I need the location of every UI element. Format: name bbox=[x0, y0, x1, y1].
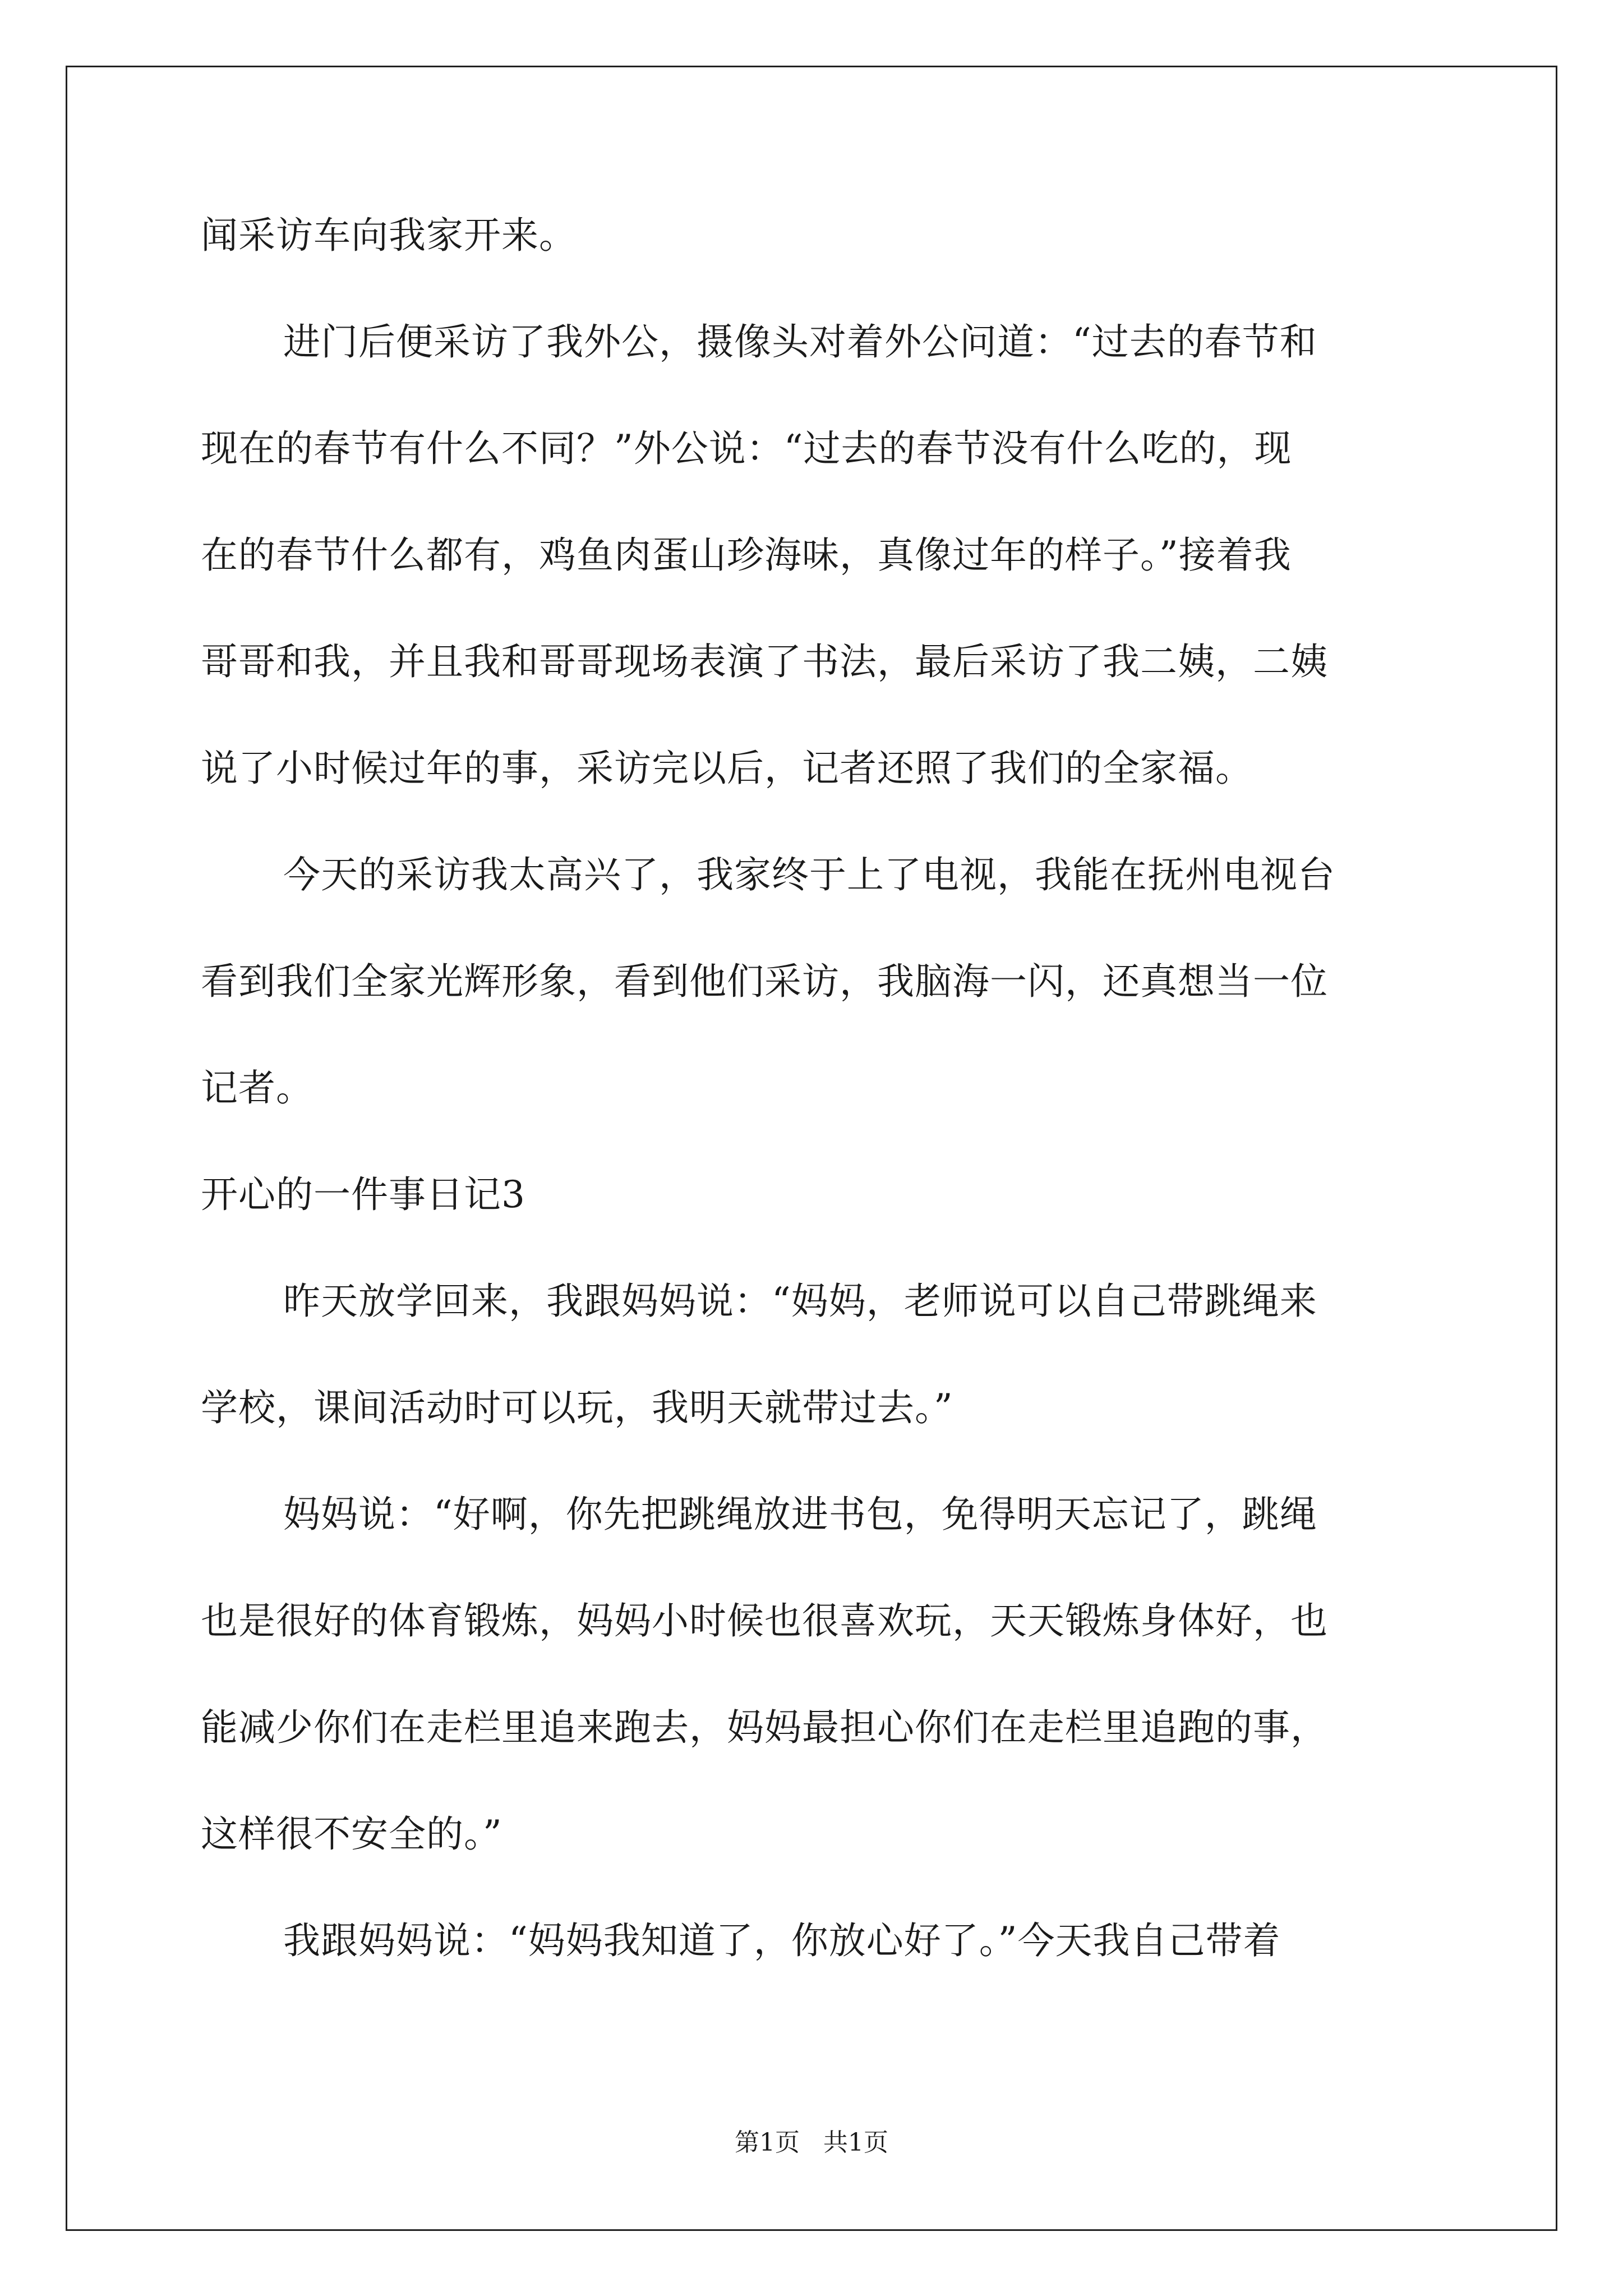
text-line: 哥哥和我，并且我和哥哥现场表演了书法，最后采访了我二姨，二姨 bbox=[201, 640, 1328, 683]
text-line: 看到我们全家光辉形象，看到他们采访，我脑海一闪，还真想当一位 bbox=[201, 960, 1328, 1003]
text-line: 在的春节什么都有，鸡鱼肉蛋山珍海味，真像过年的样子。”接着我 bbox=[201, 533, 1292, 577]
page-border bbox=[66, 66, 1557, 2231]
text-line: 也是很好的体育锻炼，妈妈小时候也很喜欢玩，天天锻炼身体好，也 bbox=[201, 1599, 1328, 1642]
text-line: 闻采访车向我家开来。 bbox=[201, 214, 577, 257]
text-line: 现在的春节有什么不同？”外公说：“过去的春节没有什么吃的，现 bbox=[201, 427, 1292, 470]
page-number-footer: 第1页 共1页 bbox=[735, 2128, 888, 2157]
text-line: 学校，课间活动时可以玩，我明天就带过去。” bbox=[201, 1386, 953, 1429]
paragraph-start-line: 我跟妈妈说：“妈妈我知道了，你放心好了。”今天我自己带着 bbox=[283, 1919, 1281, 1962]
paragraph-start-line: 妈妈说：“好啊，你先把跳绳放进书包，免得明天忘记了，跳绳 bbox=[283, 1493, 1317, 1536]
paragraph-start-line: 进门后便采访了我外公，摄像头对着外公问道：“过去的春节和 bbox=[283, 320, 1317, 364]
text-line: 说了小时候过年的事，采访完以后，记者还照了我们的全家福。 bbox=[201, 747, 1253, 790]
text-line: 记者。 bbox=[201, 1066, 313, 1110]
section-heading: 开心的一件事日记3 bbox=[201, 1173, 525, 1216]
text-line: 这样很不安全的。” bbox=[201, 1812, 502, 1856]
paragraph-start-line: 昨天放学回来，我跟妈妈说：“妈妈，老师说可以自己带跳绳来 bbox=[283, 1280, 1317, 1323]
paragraph-start-line: 今天的采访我太高兴了，我家终于上了电视，我能在抚州电视台 bbox=[283, 853, 1335, 896]
text-line: 能减少你们在走栏里追来跑去，妈妈最担心你们在走栏里追跑的事， bbox=[201, 1706, 1328, 1749]
